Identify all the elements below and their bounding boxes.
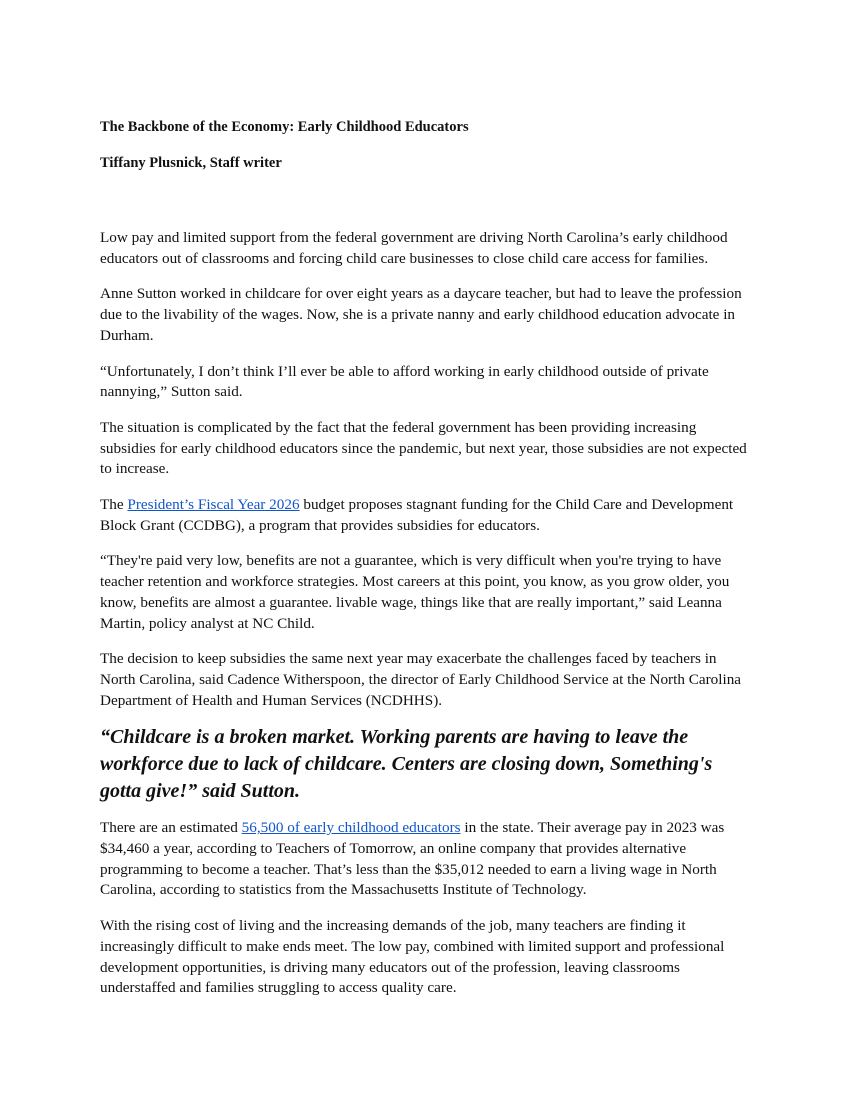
paragraph-7: The decision to keep subsidies the same next year may exacerbate the challenges faced by teachers in North Carolina, said Cadence Witherspoon, the director of Early Childhood Service at the North Carolina Department of Health and Human Services (NCDHHS). bbox=[100, 650, 742, 709]
paragraph-4: The situation is complicated by the fact that the federal government has been providing increasing subsidies for early childhood educators since the pandemic, but next year, those subsidies are not expected to increase. bbox=[100, 418, 747, 478]
paragraph-1: Low pay and limited support from the federal government are driving North Carolina’s early childhood educators out of classrooms and forcing child care businesses to close child care access for families. bbox=[100, 229, 728, 267]
article-byline: Tiffany Plusnick, Staff writer bbox=[100, 155, 282, 171]
paragraph-5-text-start: The bbox=[100, 496, 128, 514]
paragraph-8-text-end: in the state. Their average pay in 2023 was $34,460 a year, according to Teachers of Tomorrow, an online company that provides alternative programming to become a teacher. That’s less than the $35,012 needed to earn a living wage in North Carolina, according to statistics from the Massachusetts Institute of Technology. bbox=[100, 819, 725, 899]
article-body bbox=[100, 117, 750, 999]
paragraph-5 bbox=[100, 495, 750, 536]
paragraph-2: Anne Sutton worked in childcare for over eight years as a daycare teacher, but had to leave the profession due to the livability of the wages. Now, she is a private nanny and early childhood education advocate in Durham. bbox=[100, 285, 742, 344]
paragraph-3: “Unfortunately, I don’t think I’ll ever be able to afford working in early childhood outside of private nannying,” Sutton said. bbox=[100, 362, 709, 401]
early-childhood-educators-link[interactable]: 56,500 of early childhood educators bbox=[241, 819, 461, 837]
paragraph-8 bbox=[100, 818, 750, 901]
paragraph-6: “They're paid very low, benefits are not a guarantee, which is very difficult when you're trying to have teacher retention and workforce strategies. Most careers at this point, you know, as you grow older, you know, benefits are almost a guarantee. livable wage, things like that are really important,” said Leanna Martin, policy analyst at NC Child. bbox=[100, 552, 730, 632]
paragraph-8-text-start: There are an estimated bbox=[100, 819, 242, 837]
pull-quote: “Childcare is a broken market. Working parents are having to leave the workforce due to lack of childcare. Centers are closing down, Something's gotta give!” said Sutton. bbox=[100, 726, 713, 803]
paragraph-9: With the rising cost of living and the increasing demands of the job, many teachers are finding it increasingly difficult to make ends meet. The low pay, combined with limited support and professional development opportunities, is driving many educators out of the profession, leaving classrooms understaffed and families struggling to access quality care. bbox=[100, 917, 725, 997]
fiscal-year-2026-budget-link[interactable]: President’s Fiscal Year 2026 bbox=[127, 496, 300, 514]
paragraph-5-text-end: budget proposes stagnant funding for the Child Care and Development Block Grant (CCDBG), a program that provides subsidies for educators. bbox=[100, 496, 734, 534]
article-title: The Backbone of the Economy: Early Childhood Educators bbox=[100, 119, 469, 135]
